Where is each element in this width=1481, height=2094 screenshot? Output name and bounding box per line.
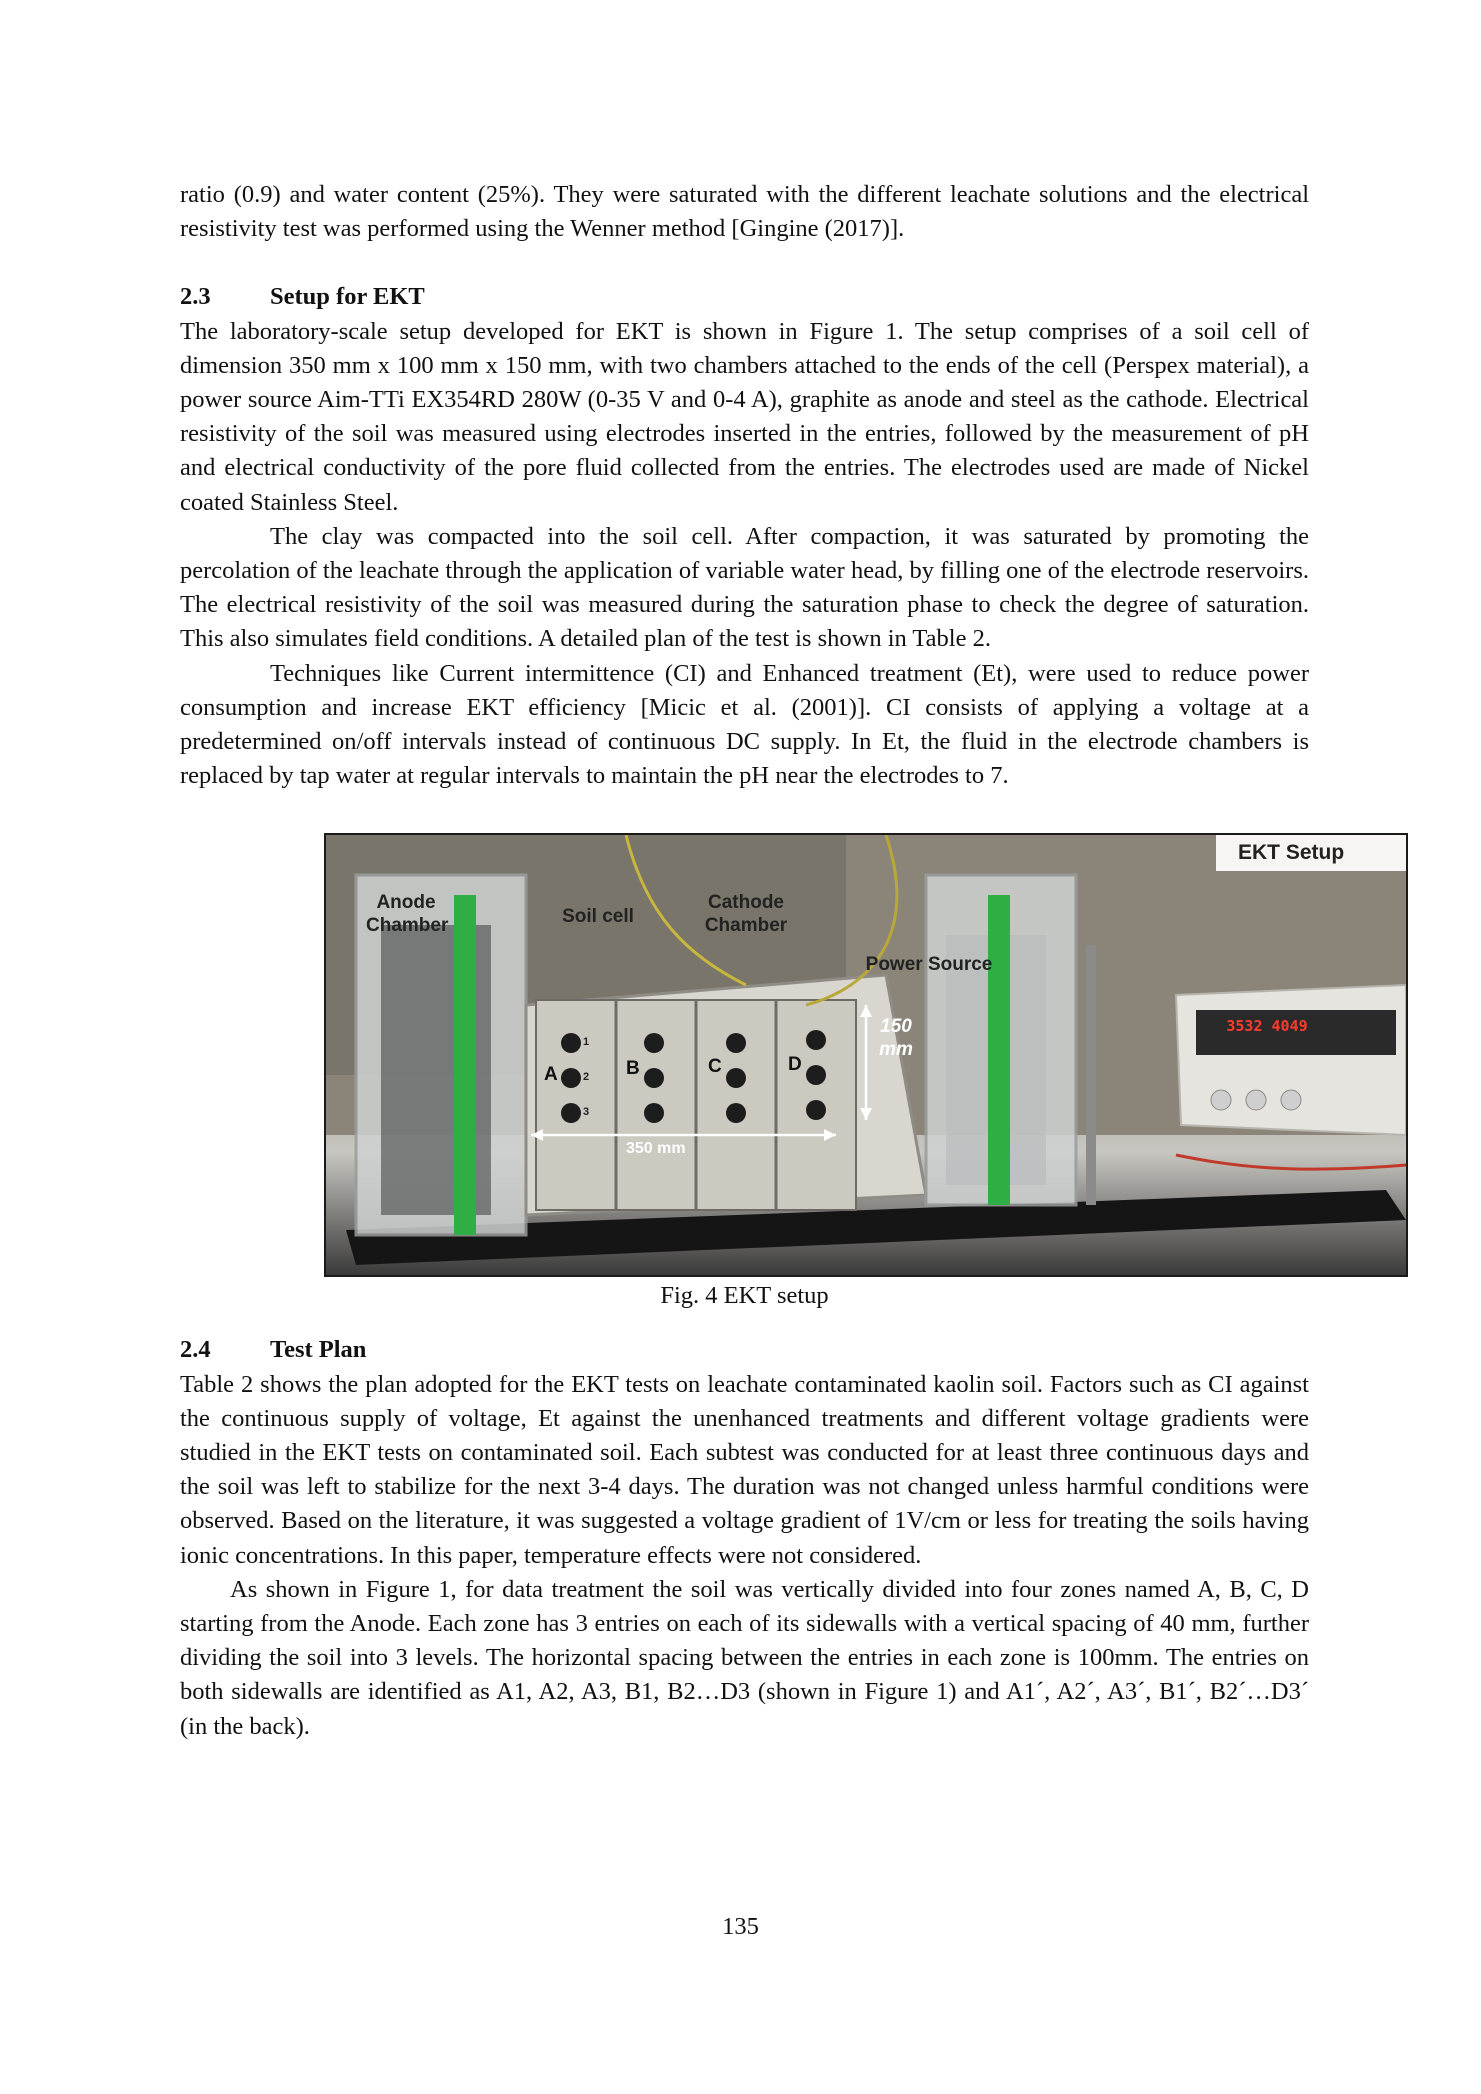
level-1-label: 1: [583, 1036, 590, 1049]
soil-cell-label: Soil cell: [562, 906, 634, 928]
height-dimension-label: 150 mm: [879, 1016, 913, 1061]
width-dimension-label: 350 mm: [626, 1140, 686, 1158]
section-number: 2.3: [180, 283, 211, 311]
zone-a-label: A: [544, 1064, 558, 1086]
paragraph: Table 2 shows the plan adopted for the EKT tests on leachate contaminated kaolin soil. Factors such as CI against the continuous supply of voltage, Et against the unenhanced treatments and different voltage gradients were studied in the EKT tests on contaminated soil. Each subtest was conducted for at least three continuous days and the soil was left to stabilize for the next 3-4 days. The duration was not changed unless harmful conditions were observed. Based on the literature, it was suggested a voltage gradient of 1V/cm or less for treating the soils having ionic concentrations. In this paper, temperature effects were not considered.: [180, 1370, 1309, 1569]
section-title: Test Plan: [270, 1336, 367, 1364]
power-source-label: Power Source: [865, 954, 993, 976]
page-number: 135: [722, 1913, 759, 1940]
section-title: Setup for EKT: [270, 283, 425, 311]
section-heading-2-3: [180, 280, 1309, 314]
zone-d-label: D: [788, 1054, 802, 1076]
level-3-label: 3: [583, 1106, 590, 1119]
page-content: [180, 178, 1345, 1744]
intro-paragraph: ratio (0.9) and water content (25%). They were saturated with the different leachate solutions and the electrical resistivity test was performed using the Wenner method [Gingine (2017)].: [180, 181, 1309, 243]
section-heading-2-4: [180, 1333, 1309, 1367]
anode-chamber-label: Anode Chamber: [366, 892, 449, 937]
paragraph: Techniques like Current intermittence (CI) and Enhanced treatment (Et), were used to reduce power consumption and increase EKT efficiency [Micic et al. (2001)]. CI consists of applying a voltage at a predetermined on/off intervals instead of continuous DC supply. In Et, the fluid in the electrode chambers is replaced by tap water at regular intervals to maintain the pH near the electrodes to 7.: [180, 659, 1309, 790]
zone-b-label: B: [626, 1058, 640, 1080]
ekt-setup-illustration: [326, 835, 1406, 1275]
level-2-label: 2: [583, 1071, 590, 1084]
zone-c-label: C: [708, 1056, 722, 1078]
paragraph: The laboratory-scale setup developed for EKT is shown in Figure 1. The setup comprises of a soil cell of dimension 350 mm x 100 mm x 150 mm, with two chambers attached to the ends of the cell (Perspex material), a power source Aim-TTi EX354RD 280W (0-35 V and 0-4 A), graphite as anode and steel as the cathode. Electrical resistivity of the soil was measured using electrodes inserted in the entries, followed by the measurement of pH and electrical conductivity of the pore fluid collected from the entries. The electrodes used are made of Nickel coated Stainless Steel.: [180, 317, 1309, 516]
paragraph: As shown in Figure 1, for data treatment the soil was vertically divided into four zones named A, B, C, D starting from the Anode. Each zone has 3 entries on each of its sidewalls with a vertical spacing of 40 mm, further dividing the soil into 3 levels. The horizontal spacing between the entries in each zone is 100mm. The entries on both sidewalls are identified as A1, A2, A3, B1, B2…D3 (shown in Figure 1) and A1´, A2´, A3´, B1´, B2´…D3´ (in the back).: [180, 1575, 1309, 1740]
power-source-display: 3532 4049: [1226, 1017, 1308, 1036]
figure-title-label: EKT Setup: [1238, 841, 1345, 865]
paragraph: The clay was compacted into the soil cell. After compaction, it was saturated by promoting the percolation of the leachate through the application of variable water head, by filling one of the electrode reservoirs. The electrical resistivity of the soil was measured during the saturation phase to check the degree of saturation. This also simulates field conditions. A detailed plan of the test is shown in Table 2.: [180, 522, 1309, 653]
ekt-setup-photo: [324, 833, 1408, 1277]
cathode-chamber-label: Cathode Chamber: [704, 892, 788, 937]
figure-caption: Fig. 4 EKT setup: [660, 1282, 829, 1310]
section-number: 2.4: [180, 1336, 211, 1364]
